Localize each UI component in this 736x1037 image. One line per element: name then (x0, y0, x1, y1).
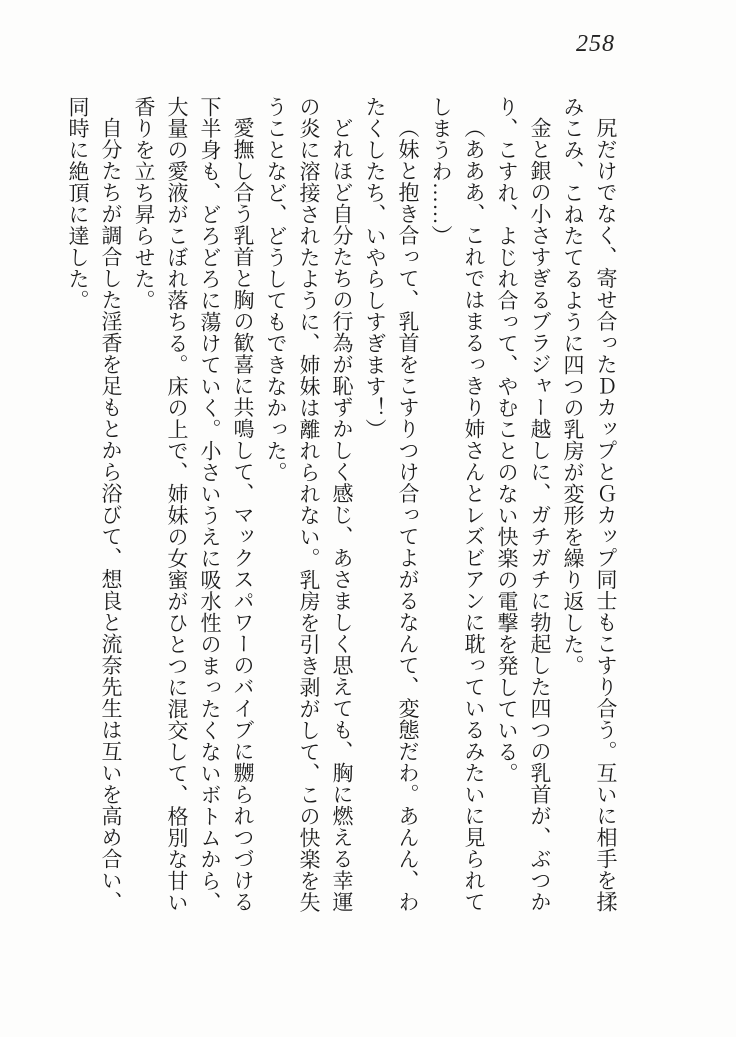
paragraph: 愛撫し合う乳首と胸の歓喜に共鳴して、マックスパワーのバイブに嬲られつづける下半身も、どろどろに蕩けていく。小さいうえに吸水性のまったくないボトムから、大量の愛液がこぼれ落ちる。床の上で、姉妹の女蜜がひとつに混交して、格別な甘い香りを立ち昇らせた。 (132, 96, 255, 913)
paragraph: 金と銀の小さすぎるブラジャー越しに、ガチガチに勃起した四つの乳首が、ぶつかり、こすれ、よじれ合って、やむことのない快楽の電撃を発している。 (495, 96, 552, 913)
paragraph: （あああ、これではまるっきり姉さんとレズビアンに耽っているみたいに見られてしまうわ……） (429, 96, 486, 913)
page-number: 258 (576, 31, 615, 57)
paragraph: （妹と抱き合って、乳首をこすりつけ合ってよがるなんて、変態だわ。あんん、わたくしたち、いやらしすぎます！） (363, 96, 420, 913)
paragraph: 自分たちが調合した淫香を足もとから浴びて、想良と流奈先生は互いを高め合い、同時に絶頂に達した。 (66, 96, 123, 913)
body-text (61, 96, 622, 916)
paragraph: どれほど自分たちの行為が恥ずかしく感じ、あさましく思えても、胸に燃える幸運の炎に溶接されたように、姉妹は離れられない。乳房を引き剥がして、この快楽を失うことなど、どうしてもできなかった。 (264, 96, 354, 913)
paragraph: 尻だけでなく、寄せ合ったＤカップとＧカップ同士もこすり合う。互いに相手を揉みこみ、こねたてるように四つの乳房が変形を繰り返した。 (561, 96, 618, 913)
